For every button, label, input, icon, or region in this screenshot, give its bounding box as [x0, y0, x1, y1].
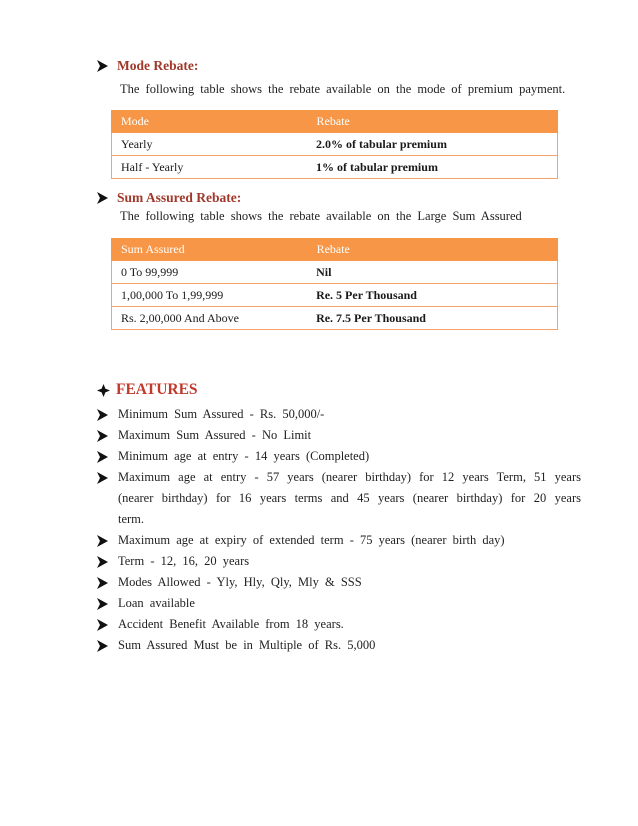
sum-assured-rebate-heading	[97, 190, 241, 206]
list-item	[97, 593, 581, 614]
sum-assured-rebate-title: Sum Assured Rebate:	[117, 190, 242, 205]
feature-text: Minimum Sum Assured - Rs. 50,000/-	[118, 407, 325, 421]
feature-text: Maximum age at entry - 57 years (nearer birthday) for 12 years Term, 51 years (nearer birthday) for 16 years terms and 45 years (nearer birthday) for 20 years term.	[118, 470, 581, 526]
table-row	[112, 133, 558, 156]
list-item	[97, 551, 581, 572]
feature-text: Maximum age at expiry of extended term - 75 years (nearer birth day)	[118, 533, 505, 547]
features-list	[97, 404, 581, 656]
table-row	[112, 284, 558, 307]
table-header-row	[112, 239, 558, 261]
table-cell: 1,00,000 To 1,99,999	[112, 284, 308, 307]
column-header-rebate: Rebate	[307, 239, 557, 261]
features-heading	[97, 381, 198, 399]
arrow-bullet-icon	[97, 472, 108, 484]
arrow-bullet-icon	[97, 535, 108, 547]
column-header-rebate: Rebate	[307, 111, 557, 133]
list-item	[97, 446, 581, 467]
list-item	[97, 635, 581, 656]
column-header-sum-assured: Sum Assured	[112, 239, 308, 261]
arrow-bullet-icon	[97, 640, 108, 652]
arrow-bullet-icon	[97, 409, 108, 421]
list-item	[97, 614, 581, 635]
table-row	[112, 156, 558, 179]
table-row	[112, 261, 558, 284]
feature-text: Minimum age at entry - 14 years (Completed)	[118, 449, 370, 463]
arrow-bullet-icon	[97, 60, 108, 72]
list-item	[97, 530, 581, 551]
feature-text: Loan available	[118, 596, 195, 610]
arrow-bullet-icon	[97, 598, 108, 610]
features-title: FEATURES	[116, 381, 198, 398]
table-cell: 1% of tabular premium	[307, 156, 557, 179]
table-cell: Re. 5 Per Thousand	[307, 284, 557, 307]
table-cell: 0 To 99,999	[112, 261, 308, 284]
table-cell: Yearly	[112, 133, 308, 156]
arrow-bullet-icon	[97, 577, 108, 589]
list-item	[97, 425, 581, 446]
mode-rebate-title: Mode Rebate:	[117, 58, 199, 73]
list-item	[97, 467, 581, 530]
arrow-bullet-icon	[97, 619, 108, 631]
arrow-bullet-icon	[97, 556, 108, 568]
column-header-mode: Mode	[112, 111, 308, 133]
mode-rebate-heading	[97, 58, 198, 74]
table-cell: Re. 7.5 Per Thousand	[307, 307, 557, 330]
feature-text: Accident Benefit Available from 18 years.	[118, 617, 344, 631]
diamond-bullet-icon	[97, 384, 110, 397]
sum-assured-rebate-table	[111, 238, 558, 330]
list-item	[97, 572, 581, 593]
arrow-bullet-icon	[97, 430, 108, 442]
feature-text: Sum Assured Must be in Multiple of Rs. 5,000	[118, 638, 376, 652]
table-cell: Nil	[307, 261, 557, 284]
sum-assured-rebate-description: The following table shows the rebate available on the Large Sum Assured	[120, 209, 522, 223]
arrow-bullet-icon	[97, 451, 108, 463]
table-row	[112, 307, 558, 330]
table-cell: Half - Yearly	[112, 156, 308, 179]
table-header-row	[112, 111, 558, 133]
list-item	[97, 404, 581, 425]
arrow-bullet-icon	[97, 192, 108, 204]
mode-rebate-description: The following table shows the rebate available on the mode of premium payment.	[120, 82, 566, 96]
mode-rebate-table	[111, 110, 558, 179]
feature-text: Modes Allowed - Yly, Hly, Qly, Mly & SSS	[118, 575, 362, 589]
feature-text: Term - 12, 16, 20 years	[118, 554, 250, 568]
table-cell: 2.0% of tabular premium	[307, 133, 557, 156]
table-cell: Rs. 2,00,000 And Above	[112, 307, 308, 330]
feature-text: Maximum Sum Assured - No Limit	[118, 428, 312, 442]
